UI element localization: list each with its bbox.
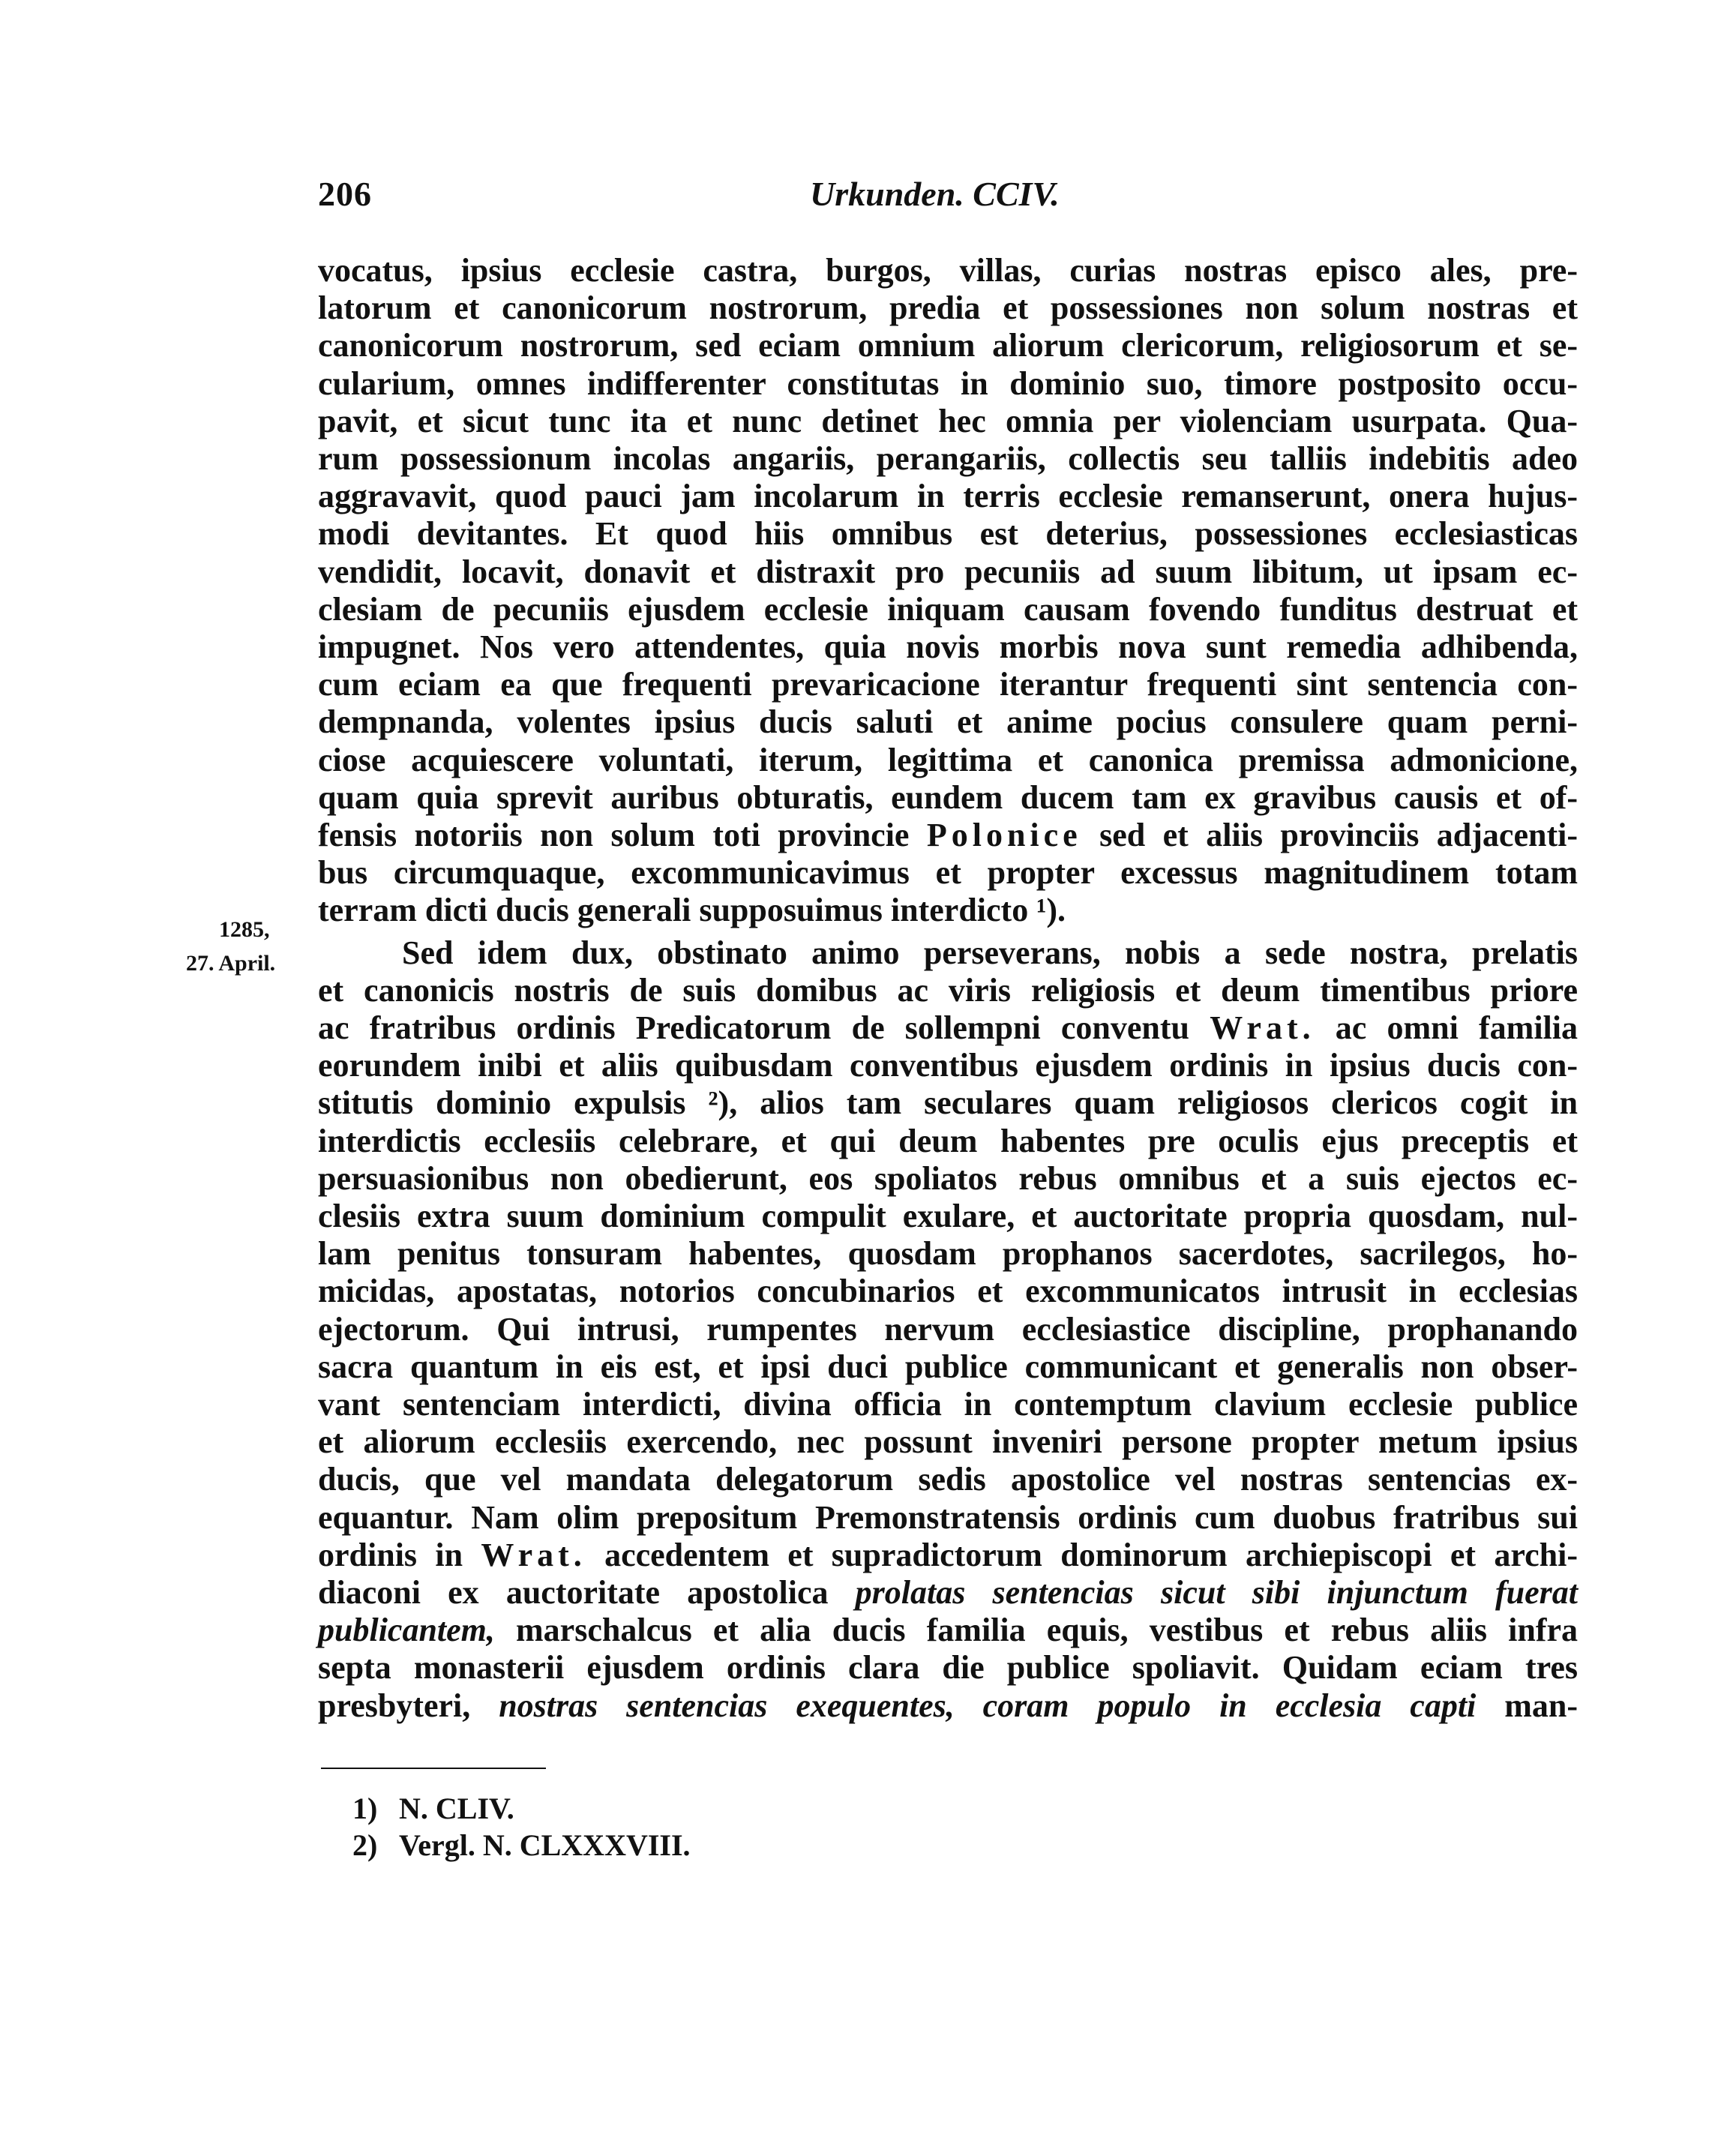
text-segment: aggravavit, quod pauci jam incolarum in terris ecclesie remanserunt, onera hujus- (318, 478, 1578, 514)
text-segment: cularium, omnes indifferenter constitutas in dominio suo, timore postposito occu- (318, 365, 1578, 402)
text-line (318, 477, 1578, 516)
text-line (318, 1084, 1578, 1123)
text-line (318, 590, 1578, 629)
text-segment: publicantem, (318, 1612, 495, 1648)
text-segment: clesiam de pecuniis ejusdem ecclesie iniquam causam fovendo funditus destruat et (318, 591, 1578, 628)
margin-note-year: 1285, (219, 917, 270, 942)
footnote-1 (352, 1791, 514, 1826)
text-line (318, 891, 1578, 930)
text-segment: ac omni familia (1315, 1009, 1579, 1046)
text-line (318, 439, 1578, 478)
text-line (318, 741, 1578, 780)
text-segment: stitutis dominio expulsis ²), alios tam seculares quam religiosos clericos cogit in (318, 1084, 1578, 1121)
text-segment: micidas, apostatas, notorios concubinarios et excommunicatos intrusit in ecclesias (318, 1273, 1578, 1309)
text-segment: et aliorum ecclesiis exercendo, nec possunt inveniri persone propter metum ipsius (318, 1423, 1578, 1460)
text-line (318, 1009, 1578, 1048)
text-segment: septa monasterii ejusdem ordinis clara die publice spoliavit. Quidam eciam tres (318, 1649, 1578, 1686)
text-segment: latorum et canonicorum nostrorum, predia et possessiones non solum nostras et (318, 289, 1578, 326)
text-line (318, 326, 1578, 365)
text-segment: ac fratribus ordinis Predicatorum de sollempni conventu (318, 1009, 1210, 1046)
text-segment: lam penitus tonsuram habentes, quosdam prophanos sacerdotes, sacrilegos, ho- (318, 1235, 1578, 1272)
text-segment: ciose acquiescere voluntati, iterum, legittima et canonica premissa admonicione, (318, 742, 1578, 778)
text-line (318, 1272, 1578, 1311)
text-line (318, 816, 1578, 855)
text-line (318, 1687, 1578, 1726)
text-segment: sed et aliis provinciis adjacenti- (1081, 817, 1578, 853)
text-line (402, 934, 1578, 973)
text-segment: prolatas sentencias sicut sibi injunctum fuerat (855, 1574, 1578, 1611)
page-number: 206 (318, 175, 372, 213)
text-segment: ejectorum. Qui intrusi, rumpentes nervum ecclesiastice discipline, prophanando (318, 1311, 1578, 1348)
text-line (318, 1159, 1578, 1198)
text-line (318, 553, 1578, 592)
text-line (318, 1498, 1578, 1537)
text-segment: Sed idem dux, obstinato animo perseverans, nobis a sede nostra, prelatis (402, 934, 1578, 971)
text-line (318, 1046, 1578, 1085)
text-segment: Polonice (926, 817, 1082, 853)
text-line (318, 665, 1578, 704)
text-segment: vendidit, locavit, donavit et distraxit pro pecuniis ad suum libitum, ut ipsam ec- (318, 553, 1578, 590)
footnote-mark: 1) (352, 1792, 378, 1825)
text-segment: modi devitantes. Et quod hiis omnibus est deterius, possessiones ecclesiasticas (318, 515, 1578, 552)
text-line (318, 364, 1578, 403)
text-line (318, 971, 1578, 1010)
text-segment: ducis, que vel mandata delegatorum sedis apostolice vel nostras sentencias ex- (318, 1461, 1578, 1498)
text-segment: vant sentenciam interdicti, divina officia in contemptum clavium ecclesie publice (318, 1386, 1578, 1423)
text-segment: quam quia sprevit auribus obturatis, eundem ducem tam ex gravibus causis et of- (318, 779, 1578, 816)
text-line (318, 251, 1578, 290)
text-line (318, 1648, 1578, 1687)
text-segment: diaconi ex auctoritate apostolica (318, 1574, 856, 1611)
text-segment: sacra quantum in eis est, et ipsi duci publice communicant et generalis non obser- (318, 1348, 1578, 1385)
text-line (318, 628, 1578, 667)
footnote-mark: 2) (352, 1828, 378, 1862)
text-segment: man- (1476, 1687, 1578, 1724)
text-line (318, 1310, 1578, 1349)
text-line (318, 1348, 1578, 1387)
text-segment: bus circumquaque, excommunicavimus et propter excessus magnitudinem totam (318, 854, 1578, 891)
text-segment: dempnanda, volentes ipsius ducis saluti et anime pocius consulere quam perni- (318, 703, 1578, 740)
text-line (318, 1385, 1578, 1424)
footnote-text: Vergl. N. CLXXXVIII. (399, 1828, 691, 1862)
text-segment: fensis notoriis non solum toti provincie (318, 817, 927, 853)
text-segment: interdictis ecclesiis celebrare, et qui deum habentes pre oculis ejus preceptis et (318, 1123, 1578, 1159)
text-segment: presbyteri, (318, 1687, 499, 1724)
text-line (318, 1423, 1578, 1462)
running-head: Urkunden. CCIV. (810, 175, 1060, 213)
text-line (318, 853, 1578, 892)
text-line (318, 289, 1578, 328)
text-segment: Wrat. (1210, 1009, 1315, 1046)
margin-note-date: 27. April. (186, 951, 276, 976)
text-line (318, 703, 1578, 742)
text-line (318, 1611, 1578, 1650)
text-segment: ordinis in (318, 1537, 481, 1573)
text-segment: equantur. Nam olim prepositum Premonstratensis ordinis cum duobus fratribus sui (318, 1499, 1578, 1536)
text-segment: pavit, et sicut tunc ita et nunc detinet hec omnia per violenciam usurpata. Qua- (318, 403, 1578, 439)
text-line (318, 778, 1578, 817)
text-segment: Wrat. (481, 1537, 586, 1573)
text-line (318, 1460, 1578, 1499)
text-segment: rum possessionum incolas angariis, perangariis, collectis seu talliis indebitis adeo (318, 440, 1578, 477)
text-segment: et canonicis nostris de suis domibus ac viris religiosis et deum timentibus priore (318, 972, 1578, 1009)
text-line (318, 402, 1578, 441)
text-segment: clesiis extra suum dominium compulit exulare, et auctoritate propria quosdam, nul- (318, 1198, 1578, 1234)
text-line (318, 1536, 1578, 1575)
text-segment: vocatus, ipsius ecclesie castra, burgos, villas, curias nostras episco ales, pre- (318, 252, 1578, 289)
text-segment: terram dicti ducis generali supposuimus interdicto ¹). (318, 892, 1066, 928)
text-segment: accedentem et supradictorum dominorum archiepiscopi et archi- (586, 1537, 1578, 1573)
footnote-2 (352, 1828, 691, 1863)
text-line (318, 1234, 1578, 1273)
text-segment: nostras sentencias exequentes, coram populo in ecclesia capti (499, 1687, 1477, 1724)
footnote-rule (321, 1768, 546, 1769)
text-segment: impugnet. Nos vero attendentes, quia novis morbis nova sunt remedia adhibenda, (318, 628, 1578, 665)
text-segment: cum eciam ea que frequenti prevaricacione iterantur frequenti sint sentencia con- (318, 666, 1578, 703)
text-line (318, 514, 1578, 553)
footnote-text: N. CLIV. (399, 1792, 514, 1825)
text-line (318, 1573, 1578, 1612)
text-line (318, 1122, 1578, 1161)
text-segment: marschalcus et alia ducis familia equis, vestibus et rebus aliis infra (494, 1612, 1578, 1648)
text-segment: eorundem inibi et aliis quibusdam conventibus ejusdem ordinis in ipsius ducis con- (318, 1047, 1578, 1084)
text-line (318, 1197, 1578, 1236)
text-segment: canonicorum nostrorum, sed eciam omnium aliorum clericorum, religiosorum et se- (318, 327, 1578, 364)
text-segment: persuasionibus non obedierunt, eos spoliatos rebus omnibus et a suis ejectos ec- (318, 1160, 1578, 1197)
